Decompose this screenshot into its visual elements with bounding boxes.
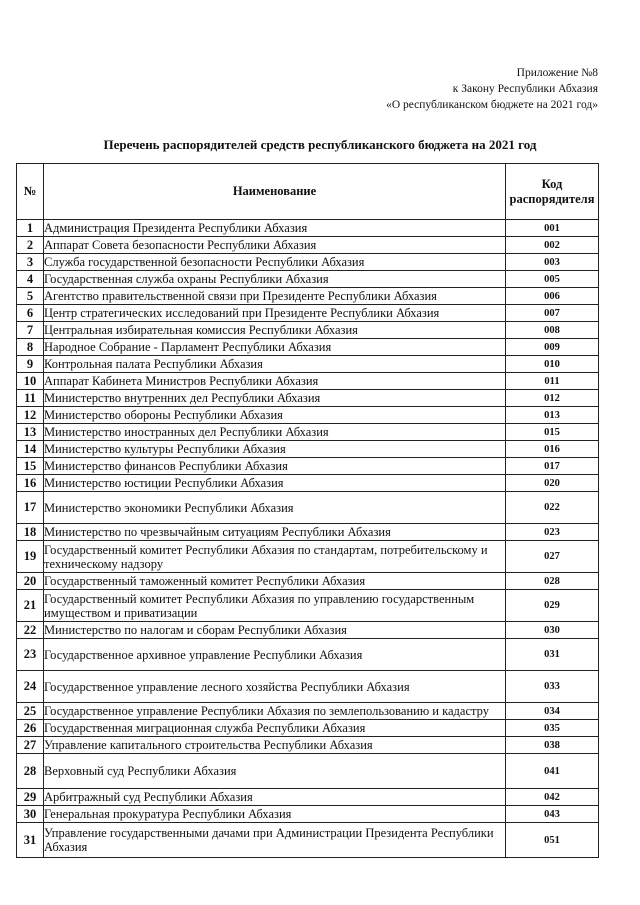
row-code: 029 xyxy=(506,590,599,622)
table-row xyxy=(17,622,599,639)
row-code: 031 xyxy=(506,639,599,671)
row-number: 28 xyxy=(17,754,44,789)
row-name: Государственная миграционная служба Республики Абхазия xyxy=(44,720,506,737)
row-number: 10 xyxy=(17,373,44,390)
row-name: Верховный суд Республики Абхазия xyxy=(44,754,506,789)
table-row xyxy=(17,720,599,737)
appendix-header xyxy=(386,65,598,113)
row-code: 016 xyxy=(506,441,599,458)
row-code: 043 xyxy=(506,806,599,823)
row-name: Министерство финансов Республики Абхазия xyxy=(44,458,506,475)
table-row xyxy=(17,288,599,305)
row-name: Центральная избирательная комиссия Республики Абхазия xyxy=(44,322,506,339)
row-name: Министерство по налогам и сборам Республики Абхазия xyxy=(44,622,506,639)
row-name: Министерство юстиции Республики Абхазия xyxy=(44,475,506,492)
row-code: 051 xyxy=(506,823,599,858)
table-row xyxy=(17,356,599,373)
row-code: 035 xyxy=(506,720,599,737)
column-header-number: № xyxy=(17,164,44,220)
row-code: 012 xyxy=(506,390,599,407)
table-row xyxy=(17,754,599,789)
appendix-number: Приложение №8 xyxy=(516,67,598,79)
row-number: 18 xyxy=(17,524,44,541)
row-code: 006 xyxy=(506,288,599,305)
column-header-code-line2: распорядителя xyxy=(509,191,595,206)
row-number: 6 xyxy=(17,305,44,322)
table-row xyxy=(17,590,599,622)
row-code: 027 xyxy=(506,541,599,573)
row-number: 9 xyxy=(17,356,44,373)
row-name: Государственное архивное управление Республики Абхазия xyxy=(44,639,506,671)
row-name: Государственное управление лесного хозяйства Республики Абхазия xyxy=(44,671,506,703)
table-row xyxy=(17,492,599,524)
row-number: 16 xyxy=(17,475,44,492)
row-code: 034 xyxy=(506,703,599,720)
row-name: Контрольная палата Республики Абхазия xyxy=(44,356,506,373)
budget-managers-table xyxy=(16,163,599,858)
table-row xyxy=(17,220,599,237)
row-name: Министерство культуры Республики Абхазия xyxy=(44,441,506,458)
table-row xyxy=(17,789,599,806)
row-name: Центр стратегических исследований при Президенте Республики Абхазия xyxy=(44,305,506,322)
row-number: 30 xyxy=(17,806,44,823)
row-name: Министерство экономики Республики Абхазия xyxy=(44,492,506,524)
row-name: Министерство внутренних дел Республики Абхазия xyxy=(44,390,506,407)
row-number: 31 xyxy=(17,823,44,858)
row-number: 23 xyxy=(17,639,44,671)
table-row xyxy=(17,390,599,407)
row-code: 008 xyxy=(506,322,599,339)
row-number: 26 xyxy=(17,720,44,737)
row-code: 005 xyxy=(506,271,599,288)
row-number: 12 xyxy=(17,407,44,424)
row-code: 030 xyxy=(506,622,599,639)
table-row xyxy=(17,703,599,720)
table-row xyxy=(17,407,599,424)
row-name: Генеральная прокуратура Республики Абхазия xyxy=(44,806,506,823)
table-row xyxy=(17,823,599,858)
row-number: 13 xyxy=(17,424,44,441)
row-name: Министерство обороны Республики Абхазия xyxy=(44,407,506,424)
table-row xyxy=(17,458,599,475)
row-name xyxy=(44,703,506,720)
table-row xyxy=(17,373,599,390)
row-code: 023 xyxy=(506,524,599,541)
row-code: 028 xyxy=(506,573,599,590)
table-row xyxy=(17,541,599,573)
table-row xyxy=(17,237,599,254)
row-number: 17 xyxy=(17,492,44,524)
row-name: Аппарат Совета безопасности Республики Абхазия xyxy=(44,237,506,254)
row-name: Государственный комитет Республики Абхазия по стандартам, потребительскому и техническому надзору xyxy=(44,541,506,573)
row-name: Управление капитального строительства Республики Абхазия xyxy=(44,737,506,754)
law-title: «О республиканском бюджете на 2021 год» xyxy=(386,99,598,111)
row-name: Аппарат Кабинета Министров Республики Абхазия xyxy=(44,373,506,390)
table-row xyxy=(17,524,599,541)
table-row xyxy=(17,254,599,271)
row-number: 3 xyxy=(17,254,44,271)
row-code: 042 xyxy=(506,789,599,806)
row-code: 033 xyxy=(506,671,599,703)
row-number: 1 xyxy=(17,220,44,237)
column-header-code xyxy=(506,164,599,220)
row-code: 003 xyxy=(506,254,599,271)
table-row xyxy=(17,441,599,458)
row-name: Агентство правительственной связи при Президенте Республики Абхазия xyxy=(44,288,506,305)
row-number: 24 xyxy=(17,671,44,703)
row-number: 2 xyxy=(17,237,44,254)
row-number: 14 xyxy=(17,441,44,458)
table-row xyxy=(17,806,599,823)
row-code: 002 xyxy=(506,237,599,254)
row-code: 020 xyxy=(506,475,599,492)
row-name: Министерство по чрезвычайным ситуациям Республики Абхазия xyxy=(44,524,506,541)
row-name-text: Государственное управление Республики Абхазия по землепользованию и кадастру xyxy=(44,704,489,718)
table-row xyxy=(17,737,599,754)
row-number: 22 xyxy=(17,622,44,639)
row-number: 5 xyxy=(17,288,44,305)
row-code: 038 xyxy=(506,737,599,754)
table-row xyxy=(17,339,599,356)
row-name: Служба государственной безопасности Республики Абхазия xyxy=(44,254,506,271)
row-code: 010 xyxy=(506,356,599,373)
table-row xyxy=(17,424,599,441)
row-code: 001 xyxy=(506,220,599,237)
table-row xyxy=(17,322,599,339)
row-number: 8 xyxy=(17,339,44,356)
row-number: 29 xyxy=(17,789,44,806)
row-number: 25 xyxy=(17,703,44,720)
row-name: Государственный таможенный комитет Республики Абхазия xyxy=(44,573,506,590)
row-code: 009 xyxy=(506,339,599,356)
row-number: 4 xyxy=(17,271,44,288)
row-name: Министерство иностранных дел Республики Абхазия xyxy=(44,424,506,441)
row-number: 27 xyxy=(17,737,44,754)
row-code: 022 xyxy=(506,492,599,524)
row-name: Управление государственными дачами при Администрации Президента Республики Абхазия xyxy=(44,823,506,858)
row-name: Народное Собрание - Парламент Республики Абхазия xyxy=(44,339,506,356)
row-name: Государственный комитет Республики Абхазия по управлению государственным имуществом и приватизации xyxy=(44,590,506,622)
row-code: 007 xyxy=(506,305,599,322)
table-header-row xyxy=(17,164,599,220)
document-title: Перечень распорядителей средств республиканского бюджета на 2021 год xyxy=(103,137,537,152)
law-reference: к Закону Республики Абхазия xyxy=(452,83,598,95)
row-code: 011 xyxy=(506,373,599,390)
row-code: 017 xyxy=(506,458,599,475)
column-header-name: Наименование xyxy=(44,164,506,220)
row-number: 15 xyxy=(17,458,44,475)
row-code: 041 xyxy=(506,754,599,789)
row-number: 11 xyxy=(17,390,44,407)
table-row xyxy=(17,305,599,322)
row-number: 19 xyxy=(17,541,44,573)
row-name: Арбитражный суд Республики Абхазия xyxy=(44,789,506,806)
table-body xyxy=(17,220,599,858)
row-number: 7 xyxy=(17,322,44,339)
row-name: Государственная служба охраны Республики Абхазия xyxy=(44,271,506,288)
row-code: 015 xyxy=(506,424,599,441)
row-number: 20 xyxy=(17,573,44,590)
row-number: 21 xyxy=(17,590,44,622)
table-row xyxy=(17,671,599,703)
column-header-code-line1: Код xyxy=(541,176,563,191)
table-row xyxy=(17,573,599,590)
table-row xyxy=(17,639,599,671)
row-code: 013 xyxy=(506,407,599,424)
table-row xyxy=(17,271,599,288)
row-name: Администрация Президента Республики Абхазия xyxy=(44,220,506,237)
table-row xyxy=(17,475,599,492)
